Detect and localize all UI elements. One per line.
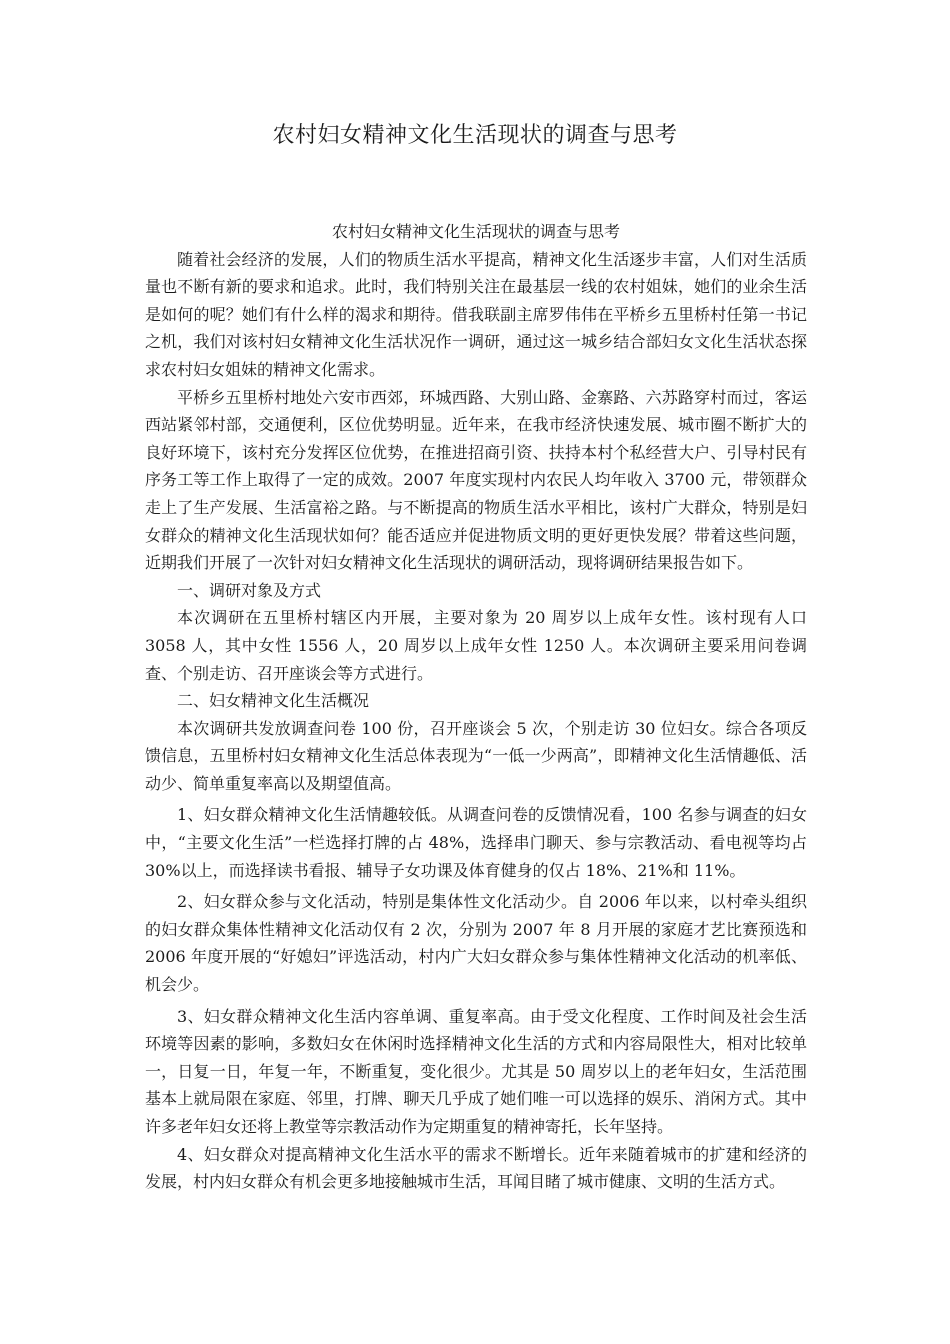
paragraph-intro: 随着社会经济的发展，人们的物质生活水平提高，精神文化生活逐步丰富，人们对生活质量也不断有新的要求和追求。此时，我们特别关注在最基层一线的农村姐妹，她们的业余生活是如何的呢？她们有什么样的渴求和期待。借我联副主席罗伟伟在平桥乡五里桥村任第一书记之机，我们对该村妇女精神文化生活状况作一调研，通过这一城乡结合部妇女文化生活状态探求农村妇女姐妹的精神文化需求。	[145, 249, 807, 379]
section-heading-survey-method: 一、调研对象及方式	[177, 580, 322, 600]
paragraph-point-4: 4、妇女群众对提高精神文化生活水平的需求不断增长。近年来随着城市的扩建和经济的发展，村内妇女群众有机会更多地接触城市生活，耳闻目睹了城市健康、文明的生活方式。	[145, 1144, 807, 1192]
paragraph-point-3: 3、妇女群众精神文化生活内容单调、重复率高。由于受文化程度、工作时间及社会生活环境等因素的影响，多数妇女在休闲时选择精神文化生活的方式和内容局限性大，相对比较单一，日复一日，年复一年，不断重复，变化很少。尤其是 50 周岁以上的老年妇女，生活范围基本上就局限在家庭、邻里，打牌、聊天几乎成了她们唯一可以选择的娱乐、消闲方式。其中许多老年妇女还将上教堂等宗教活动作为定期重复的精神寄托，长年坚持。	[145, 1006, 807, 1136]
document-subtitle: 农村妇女精神文化生活现状的调查与思考	[331, 222, 620, 241]
paragraph-survey-method: 本次调研在五里桥村辖区内开展，主要对象为 20 周岁以上成年女性。该村现有人口 3058 人，其中女性 1556 人，20 周岁以上成年女性 1250 人。本次调研主要采用问卷调查、个别走访、召开座谈会等方式进行。	[145, 608, 807, 683]
document-title: 农村妇女精神文化生活现状的调查与思考	[272, 123, 678, 148]
paragraph-point-2: 2、妇女群众参与文化活动，特别是集体性文化活动少。自 2006 年以来，以村牵头组织的妇女群众集体性精神文化活动仅有 2 次，分别为 2007 年 8 月开展的家庭才艺比赛预选和 2006 年度开展的“好媳妇”评选活动，村内广大妇女群众参与集体性精神文化活动的机率低、机会少。	[145, 892, 807, 995]
section-heading-overview: 二、妇女精神文化生活概况	[177, 691, 370, 711]
document-body	[145, 218, 807, 1196]
paragraph-overview: 本次调研共发放调查问卷 100 份，召开座谈会 5 次，个别走访 30 位妇女。综合各项反馈信息，五里桥村妇女精神文化生活总体表现为“一低一少两高”，即精神文化生活情趣低、活动少、简单重复率高以及期望值高。	[145, 718, 807, 793]
paragraph-point-1: 1、妇女群众精神文化生活情趣较低。从调查问卷的反馈情况看，100 名参与调查的妇女中，“主要文化生活”一栏选择打牌的占 48%，选择串门聊天、参与宗教活动、看电视等均占 30%以上，而选择读书看报、辅导子女功课及体育健身的仅占 18%、21%和 11%。	[145, 805, 807, 880]
paragraph-village-overview: 平桥乡五里桥村地处六安市西郊，环城西路、大别山路、金寨路、六苏路穿村而过，客运西站紧邻村部，交通便利，区位优势明显。近年来，在我市经济快速发展、城市圈不断扩大的良好环境下，该村充分发挥区位优势，在推进招商引资、扶持本村个私经营大户、引导村民有序务工等工作上取得了一定的成效。2007 年度实现村内农民人均年收入 3700 元，带领群众走上了生产发展、生活富裕之路。与不断提高的物质生活水平相比，该村广大群众，特别是妇女群众的精神文化生活现状如何？能否适应并促进物质文明的更好更快发展？带着这些问题，近期我们开展了一次针对妇女精神文化生活现状的调研活动，现将调研结果报告如下。	[145, 387, 807, 573]
